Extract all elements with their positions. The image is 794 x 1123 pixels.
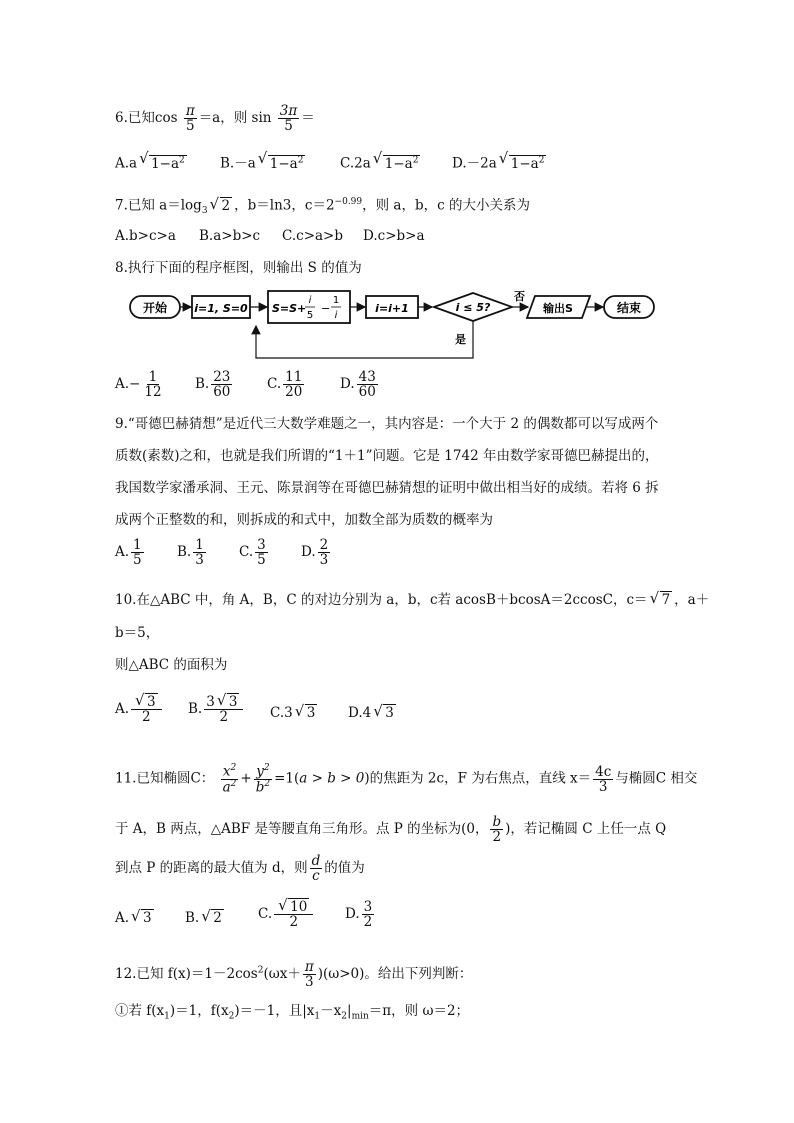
q9-line-2: 质数(素数)之和，也就是我们所谓的“1＋1”问题。它是 1742 年由数学家哥德巴赫提出的， xyxy=(115,448,659,464)
q11-line-3: 到点 P 的距离的最大值为 d，则 $\frac{d}{c}$ 的值为 xyxy=(115,853,365,885)
q11-line-2: 于 A，B 两点，△ABF 是等腰直角三角形。点 P 的坐标为(0， $\frac{b}{2}$ )，若记椭圆 C 上任一点 Q xyxy=(115,814,667,846)
q11-line-1: 11.已知椭圆C： $\frac{x^2}{a^2}$ + $\frac{y^2}{b^2}$ =1(a > b > 0)的焦距为 2c，F 为右焦点，直线 x＝ $\frac{4c}{3}$ 与椭圆C 相交 xyxy=(115,763,698,796)
flow-start-text: 开始 xyxy=(142,301,168,315)
q9-options xyxy=(115,538,515,578)
flow-incr-text: i=i+1 xyxy=(375,302,409,315)
q8-option-a: A.− $\frac{1}{12}$ xyxy=(115,369,162,401)
q11-options xyxy=(115,896,515,940)
q11-option-b: B. √ 2 xyxy=(185,907,222,926)
q8-stem: 8.执行下面的程序框图，则输出 S 的值为 xyxy=(115,260,362,276)
q9-option-d: D. $\frac{2}{3}$ xyxy=(301,537,329,569)
q6-options xyxy=(115,150,585,170)
q8-option-d: D. $\frac{43}{60}$ xyxy=(340,369,376,401)
flow-assign-i: i xyxy=(308,295,312,306)
q10-options xyxy=(115,691,515,735)
q11-option-d: D. $\frac{3}{2}$ xyxy=(345,899,373,931)
q9-option-c: C. $\frac{3}{5}$ xyxy=(239,537,266,569)
flow-yes-label: 是 xyxy=(455,333,466,346)
q10-option-c: C.3 √ 3 xyxy=(270,702,316,721)
q8-option-b: B. $\frac{23}{60}$ xyxy=(195,369,231,401)
q9-option-a: A. $\frac{1}{5}$ xyxy=(115,537,142,569)
q10-line-3: 则△ABC 的面积为 xyxy=(115,657,228,673)
q10-line-1: 10.在△ABC 中，角 A，B，C 的对边分别为 a，b，c若 acosB＋bcosA＝2ccosC，c＝ √ 7 ，a＋ xyxy=(115,589,710,608)
q6-option-d: D.－2a √ $1-a^2$ xyxy=(452,149,545,172)
q6-option-a: A.a √ $1-a^2$ xyxy=(115,149,185,172)
q8-option-c: C. $\frac{11}{20}$ xyxy=(267,369,303,401)
q9-line-4: 成两个正整数的和，则拆成的和式中，加数全部为质数的概率为 xyxy=(115,512,493,528)
q7-stem: 7.已知 $a=\log_3$ √ 2 ，b＝ln3，$c=2^{-0.99}$，则 a，b，c 的大小关系为 xyxy=(115,194,530,217)
flow-assign-prefix: S=S+ xyxy=(272,302,307,315)
q9-line-1: 9.“哥德巴赫猜想”是近代三大数学难题之一，其内容是：一个大于 2 的偶数都可以写成两个 xyxy=(115,416,659,432)
flow-end-text: 结束 xyxy=(616,301,642,315)
q8-options xyxy=(115,370,515,410)
q7-options xyxy=(115,226,585,246)
q12-item-1: ①若 $f(x_1)=1$，$f(x_2)=-1$，且$|x_1-x_2|_{min}=\pi$，则 ω＝2； xyxy=(115,1003,470,1022)
q9-line-3: 我国数学家潘承洞、王元、陈景润等在哥德巴赫猜想的证明中做出相当好的成绩。若将 6 拆 xyxy=(115,480,659,496)
q6-option-c: C.2a √ $1-a^2$ xyxy=(340,149,419,172)
q7-option-d: D.c>b>a xyxy=(363,228,425,244)
flow-init-text: i=1, S=0 xyxy=(194,302,248,315)
q12-stem: 12.已知 $f(x)=1-2\cos^2(\omega x+$ $\frac{\pi}{3}$ )(ω>0)。给出下列判断： xyxy=(115,959,473,991)
q10-option-a: A. √ 3 2 xyxy=(115,695,164,724)
flow-assign-one: 1 xyxy=(332,295,340,306)
q10-line-2: b＝5， xyxy=(115,625,160,641)
flow-assign-minus: − xyxy=(321,302,331,315)
flow-no-label: 否 xyxy=(514,290,525,303)
q11-option-a: A. √ 3 xyxy=(115,907,152,926)
q9-option-b: B. $\frac{1}{3}$ xyxy=(177,537,204,569)
q7-option-b: B.a>b>c xyxy=(199,228,261,244)
flow-cond-text: i ≤ 5? xyxy=(455,301,491,314)
flow-output-text: 输出S xyxy=(543,302,573,315)
flow-assign-five: 5 xyxy=(306,310,314,321)
q7-option-a: A.b>c>a xyxy=(115,228,176,244)
q8-flowchart xyxy=(125,288,660,363)
flow-assign-den: i xyxy=(334,310,338,321)
q7-option-c: C.c>a>b xyxy=(282,228,344,244)
q10-option-b: B. 3 √ 3 2 xyxy=(188,695,245,724)
q10-option-d: D.4 √ 3 xyxy=(348,702,394,721)
q6-stem: 6.已知cos $\frac{\pi}{5}$ ＝a，则 sin $\frac{3\pi}{5}$ ＝ xyxy=(115,103,315,135)
q6-option-b: B.－a √ $1-a^2$ xyxy=(220,149,304,172)
q11-option-c: C. √ 10 2 xyxy=(258,900,315,929)
